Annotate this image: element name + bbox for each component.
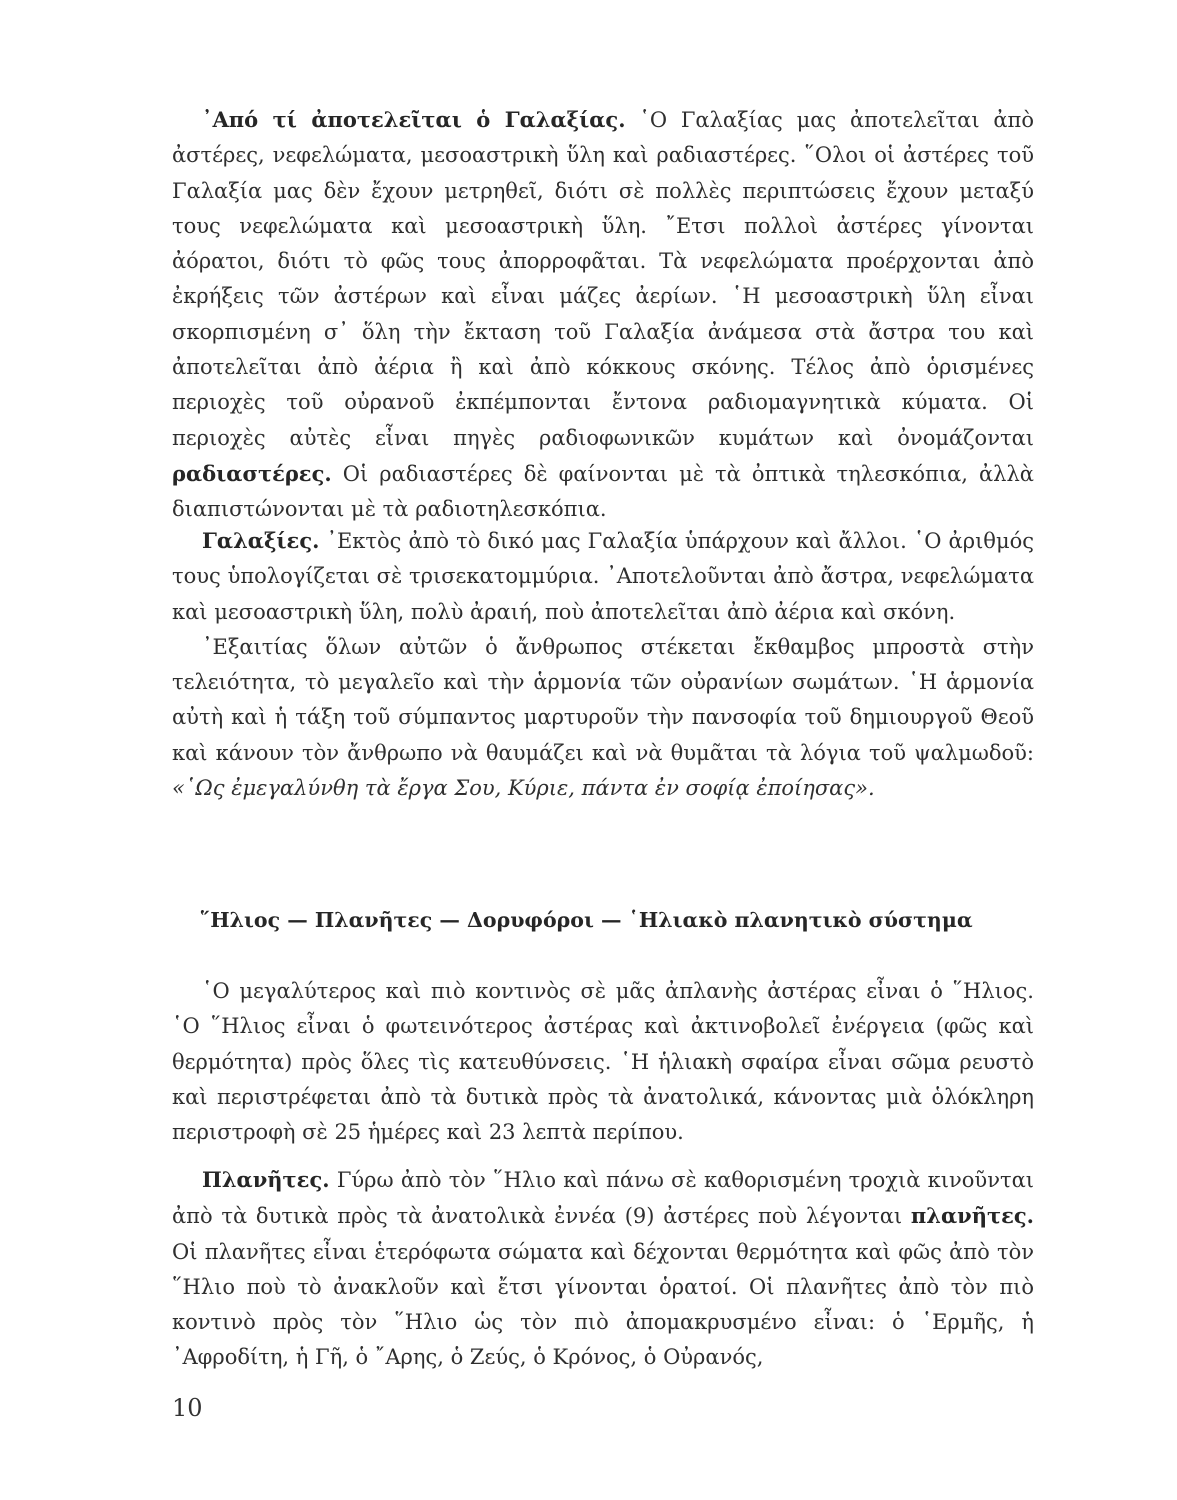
text-radio-stars: Οἱ ραδιαστέρες δὲ φαίνονται μὲ τὰ ὀπτικὰ τηλεσκόπια, ἀλλὰ διαπιστώνονται μὲ τὰ ραδιοτηλεσκόπια. [172,461,1034,522]
section-title-sun-planets: ῞Ηλιος — Πλανῆτες — Δορυφόροι — ῾Ηλιακὸ πλανητικὸ σύστημα [200,908,973,932]
text-harmony: ᾿Εξαιτίας ὅλων αὐτῶν ὁ ἄνθρωπος στέκεται ἔκθαμβος μπροστὰ στὴν τελειότητα, τὸ μεγαλεῖο καὶ τὴν ἁρμονία τῶν οὐρανίων σωμάτων. ῾Η ἁρμονία αὐτὴ καὶ ἡ τάξη τοῦ σύμπαντος μαρτυροῦν τὴν πανσοφία τοῦ δημιουργοῦ Θεοῦ καὶ κάνουν τὸν ἄνθρωπο νὰ θαυμάζει καὶ νὰ θυμᾶται τὰ λόγια τοῦ ψαλμωδοῦ: [172,634,1034,765]
psalm-quote: «῾Ως ἐμεγαλύνθη τὰ ἔργα Σου, Κύριε, πάντα ἐν σοφίᾳ ἐποίησας». [172,776,875,801]
heading-galaxy-composition: ᾿Από τί ἀποτελεῖται ὁ Γαλαξίας. [202,107,626,132]
page-number: 10 [172,1394,203,1422]
paragraph-galaxies [172,523,1034,630]
paragraph-sun [172,974,1034,1150]
text-planets: Γύρω ἀπὸ τὸν ῞Ηλιο καὶ πάνω σὲ καθορισμένη τροχιὰ κινοῦνται ἀπὸ τὰ δυτικὰ πρὸς τὰ ἀνατολικὰ ἐννέα (9) ἀστέρες ποὺ λέγονται [172,1168,1034,1229]
heading-planets: Πλανῆτες. [202,1167,330,1192]
term-radio-stars: ραδιαστέρες. [172,460,332,486]
paragraph-planets [172,1162,1034,1376]
term-planets: πλανῆτες. [910,1203,1034,1229]
text-galaxies: ᾿Εκτὸς ἀπὸ τὸ δικό μας Γαλαξία ὑπάρχουν καὶ ἄλλοι. ῾Ο ἀριθμός τους ὑπολογίζεται σὲ τρισεκατομμύρια. ᾿Αποτελοῦνται ἀπὸ ἄστρα, νεφελώματα καὶ μεσοαστρικὴ ὕλη, πολὺ ἀραιή, ποὺ ἀποτελεῖται ἀπὸ ἀέρια καὶ σκόνη. [172,529,1034,624]
section-planets [172,1162,1034,1376]
text-galaxy-composition: ῾Ο Γαλαξίας μας ἀποτελεῖται ἀπὸ ἀστέρες, νεφελώματα, μεσοαστρικὴ ὕλη καὶ ραδιαστέρες. ῞Ολοι οἱ ἀστέρες τοῦ Γαλαξία μας δὲν ἔχουν μετρηθεῖ, διότι σὲ πολλὲς περιπτώσεις ἔχουν μεταξύ τους νεφελώματα καὶ μεσοαστρικὴ ὕλη. ῎Ετσι πολλοὶ ἀστέρες γίνονται ἀόρατοι, διότι τὸ φῶς τους ἀπορροφᾶται. Τὰ νεφελώματα προέρχονται ἀπὸ ἐκρήξεις τῶν ἀστέρων καὶ εἶναι μάζες ἀερίων. ῾Η μεσοαστρικὴ ὕλη εἶναι σκορπισμένη σ᾿ ὅλη τὴν ἔκταση τοῦ Γαλαξία ἀνάμεσα στὰ ἄστρα του καὶ ἀποτελεῖται ἀπὸ ἀέρια ἢ καὶ ἀπὸ κόκκους σκόνης. Τέλος ἀπὸ ὁρισμένες περιοχὲς τοῦ οὐρανοῦ ἐκπέμπονται ἔντονα ραδιομαγνητικὰ κύματα. Οἱ περιοχὲς αὐτὲς εἶναι πηγὲς ραδιοφωνικῶν κυμάτων καὶ ὀνομάζονται [172,108,1034,450]
section-sun [172,974,1034,1150]
text-sun: ῾Ο μεγαλύτερος καὶ πιὸ κοντινὸς σὲ μᾶς ἀπλανὴς ἀστέρας εἶναι ὁ ῞Ηλιος. ῾Ο ῞Ηλιος εἶναι ὁ φωτεινότερος ἀστέρας καὶ ἀκτινοβολεῖ ἐνέργεια (φῶς καὶ θερμότητα) πρὸς ὅλες τὶς κατευθύνσεις. ῾Η ἡλιακὴ σφαίρα εἶναι σῶμα ρευστὸ καὶ περιστρέφεται ἀπὸ τὰ δυτικὰ πρὸς τὰ ἀνατολικά, κάνοντας μιὰ ὁλόκληρη περιστροφὴ σὲ 25 ἡμέρες καὶ 23 λεπτὰ περίπου. [172,979,1034,1145]
text-planets-end: Οἱ πλανῆτες εἶναι ἑτερόφωτα σώματα καὶ δέχονται θερμότητα καὶ φῶς ἀπὸ τὸν ῞Ηλιο ποὺ τὸ ἀνακλοῦν καὶ ἔτσι γίνονται ὁρατοί. Οἱ πλανῆτες ἀπὸ τὸν πιὸ κοντινὸ πρὸς τὸν ῞Ηλιο ὡς τὸν πιὸ ἀπομακρυσμένο εἶναι: ὁ ῾Ερμῆς, ἡ ᾿Αφροδίτη, ἡ Γῆ, ὁ ῎Αρης, ὁ Ζεύς, ὁ Κρόνος, ὁ Οὐρανός, [172,1239,1034,1370]
paragraph-harmony [172,630,1034,806]
section-galaxy-composition [172,102,1034,528]
heading-galaxies: Γαλαξίες. [202,528,320,553]
section-galaxies [172,523,1034,806]
paragraph-galaxy-composition [172,102,1034,528]
